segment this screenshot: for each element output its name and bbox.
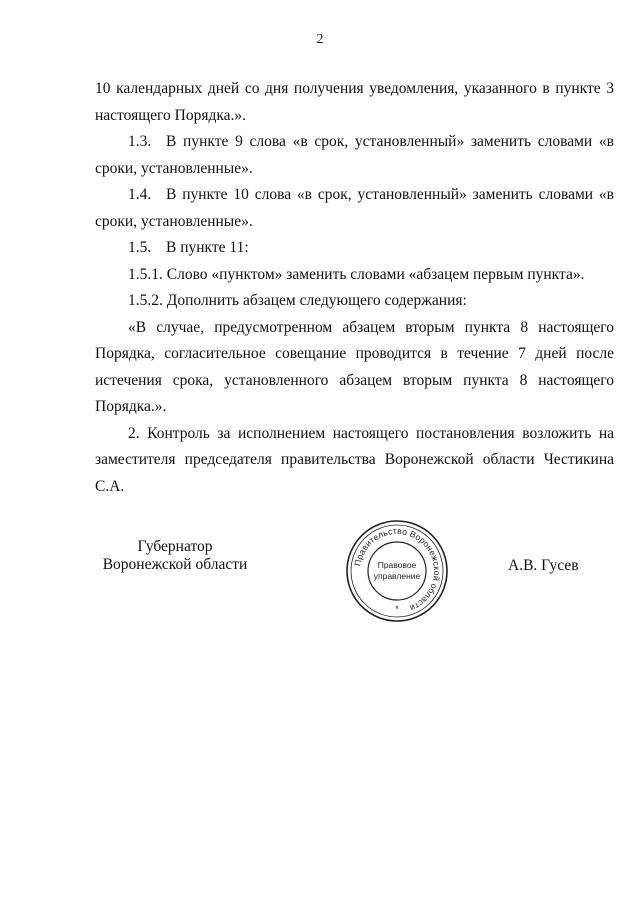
paragraph-1-4 [95,182,614,235]
clause-text: В пункте 9 слова «в срок, установленный» заменить словами «в сроки, установленные». [95,133,614,177]
seal-star-icon: * [395,604,399,614]
paragraph-1-5-1: 1.5.1. Слово «пунктом» заменить словами «абзацем первым пункта». [128,265,585,283]
signer-title-line2: Воронежской области [102,556,248,573]
paragraph-quote: «В случае, предусмотренном абзацем вторым пункта 8 настоящего Порядка, согласительное совещание проводится в течение 7 дней после истечения срока, установленного абзацем вторым пункта 8 настоящего Порядка.». [95,318,614,415]
clause-number: 1.3. [128,133,152,150]
seal-inner-line1: Правовое [377,560,417,570]
signer-title [100,538,250,574]
paragraph-1-3 [95,129,614,182]
official-seal-stamp [344,518,450,624]
paragraph-1-5-2: 1.5.2. Дополнить абзацем следующего содержания: [128,292,467,309]
clause-number: 1.5. [128,239,152,256]
document-body [95,76,614,500]
signer-title-line1: Губернатор [137,538,213,555]
page-number: 2 [316,32,324,47]
clause-text: В пункте 10 слова «в срок, установленный» заменить словами «в сроки, установленные». [95,186,614,230]
signer-name: А.В. Гусев [508,557,579,574]
paragraph-2: 2. Контроль за исполнением настоящего постановления возложить на заместителя председателя правительства Воронежской области Честикина С.А. [95,424,614,495]
paragraph-1-5 [95,235,614,262]
clause-number: 1.4. [128,186,152,203]
paragraph-continuation: 10 календарных дней со дня получения уведомления, указанного в пункте 3 настоящего Порядка.». [95,80,614,124]
clause-text: В пункте 11: [166,239,249,256]
seal-outer-text: Правительство Воронежской области [352,525,443,614]
seal-inner-line2: управление [373,571,421,581]
